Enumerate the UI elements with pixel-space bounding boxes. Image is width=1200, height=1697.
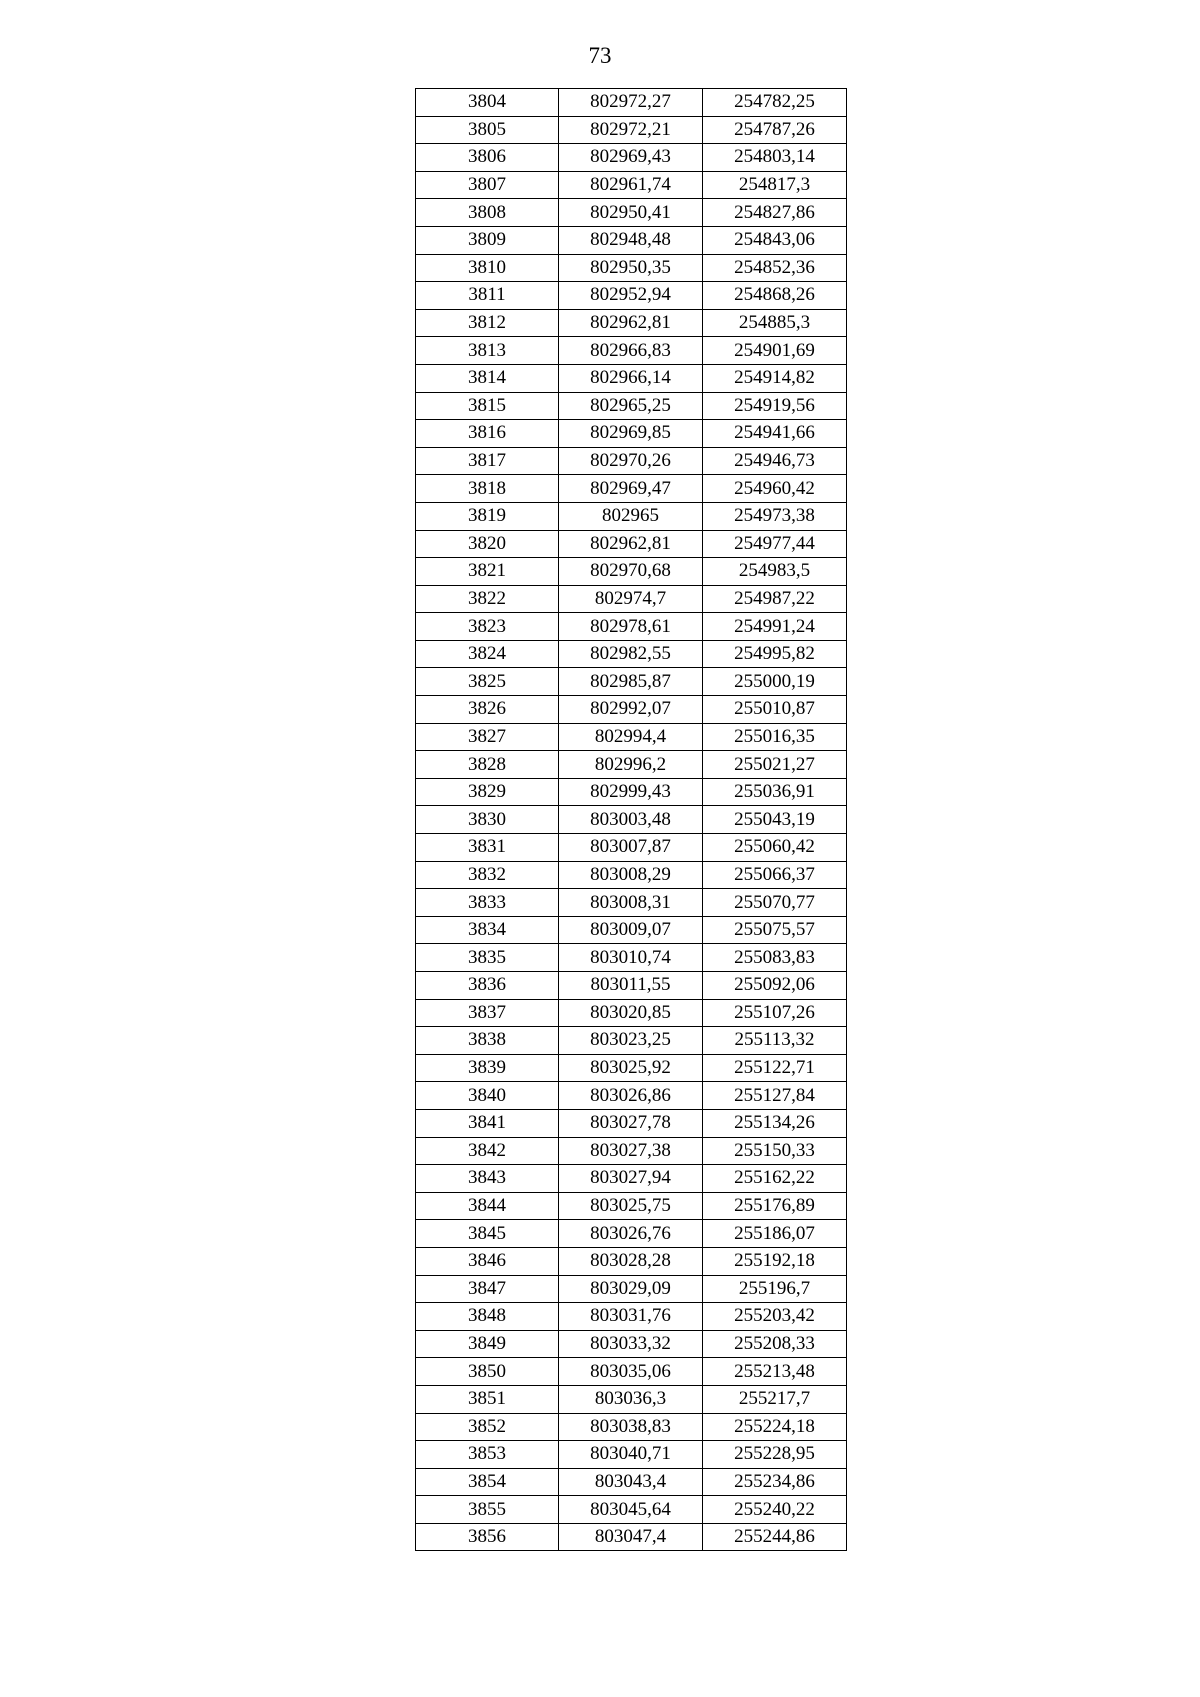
- table-row: [416, 364, 847, 392]
- table-row: [416, 309, 847, 337]
- table-row: [416, 447, 847, 475]
- table-row: [416, 558, 847, 586]
- x-coordinate-cell: 802969,47: [559, 475, 703, 503]
- x-coordinate-cell: 802994,4: [559, 723, 703, 751]
- x-coordinate-cell: 803003,48: [559, 806, 703, 834]
- y-coordinate-cell: 254782,25: [703, 89, 847, 117]
- table-row: [416, 1496, 847, 1524]
- y-coordinate-cell: 254973,38: [703, 502, 847, 530]
- y-coordinate-cell: 254901,69: [703, 337, 847, 365]
- point-number-cell: 3847: [416, 1275, 559, 1303]
- x-coordinate-cell: 802952,94: [559, 282, 703, 310]
- table-row: [416, 1413, 847, 1441]
- point-number-cell: 3850: [416, 1358, 559, 1386]
- table-row: [416, 199, 847, 227]
- coordinates-table: [415, 88, 847, 1551]
- x-coordinate-cell: 803027,94: [559, 1165, 703, 1193]
- y-coordinate-cell: 255127,84: [703, 1082, 847, 1110]
- x-coordinate-cell: 802999,43: [559, 778, 703, 806]
- y-coordinate-cell: 254827,86: [703, 199, 847, 227]
- point-number-cell: 3809: [416, 226, 559, 254]
- x-coordinate-cell: 803026,86: [559, 1082, 703, 1110]
- page-number: 73: [588, 43, 612, 68]
- x-coordinate-cell: 802966,83: [559, 337, 703, 365]
- point-number-cell: 3840: [416, 1082, 559, 1110]
- table-row: [416, 1358, 847, 1386]
- table-row: [416, 1220, 847, 1248]
- point-number-cell: 3839: [416, 1054, 559, 1082]
- table-row: [416, 972, 847, 1000]
- table-row: [416, 889, 847, 917]
- x-coordinate-cell: 802972,27: [559, 89, 703, 117]
- table-row: [416, 1247, 847, 1275]
- x-coordinate-cell: 803026,76: [559, 1220, 703, 1248]
- x-coordinate-cell: 802974,7: [559, 585, 703, 613]
- y-coordinate-cell: 255036,91: [703, 778, 847, 806]
- y-coordinate-cell: 254803,14: [703, 144, 847, 172]
- table-row: [416, 171, 847, 199]
- point-number-cell: 3846: [416, 1247, 559, 1275]
- point-number-cell: 3844: [416, 1192, 559, 1220]
- table-row: [416, 116, 847, 144]
- x-coordinate-cell: 802961,74: [559, 171, 703, 199]
- table-row: [416, 1165, 847, 1193]
- y-coordinate-cell: 254946,73: [703, 447, 847, 475]
- point-number-cell: 3834: [416, 916, 559, 944]
- point-number-cell: 3812: [416, 309, 559, 337]
- point-number-cell: 3854: [416, 1468, 559, 1496]
- table-row: [416, 834, 847, 862]
- x-coordinate-cell: 803009,07: [559, 916, 703, 944]
- table-row: [416, 1192, 847, 1220]
- y-coordinate-cell: 255122,71: [703, 1054, 847, 1082]
- table-row: [416, 475, 847, 503]
- table-row: [416, 144, 847, 172]
- x-coordinate-cell: 803040,71: [559, 1441, 703, 1469]
- table-row: [416, 530, 847, 558]
- y-coordinate-cell: 254960,42: [703, 475, 847, 503]
- y-coordinate-cell: 255107,26: [703, 999, 847, 1027]
- point-number-cell: 3815: [416, 392, 559, 420]
- y-coordinate-cell: 254787,26: [703, 116, 847, 144]
- y-coordinate-cell: 255043,19: [703, 806, 847, 834]
- table-row: [416, 916, 847, 944]
- table-row: [416, 1330, 847, 1358]
- point-number-cell: 3855: [416, 1496, 559, 1524]
- x-coordinate-cell: 803025,92: [559, 1054, 703, 1082]
- y-coordinate-cell: 255070,77: [703, 889, 847, 917]
- table-row: [416, 806, 847, 834]
- y-coordinate-cell: 254914,82: [703, 364, 847, 392]
- table-row: [416, 1275, 847, 1303]
- y-coordinate-cell: 254885,3: [703, 309, 847, 337]
- x-coordinate-cell: 803011,55: [559, 972, 703, 1000]
- x-coordinate-cell: 803043,4: [559, 1468, 703, 1496]
- table-row: [416, 585, 847, 613]
- point-number-cell: 3813: [416, 337, 559, 365]
- x-coordinate-cell: 803008,29: [559, 861, 703, 889]
- x-coordinate-cell: 803023,25: [559, 1027, 703, 1055]
- table-row: [416, 254, 847, 282]
- point-number-cell: 3810: [416, 254, 559, 282]
- y-coordinate-cell: 255060,42: [703, 834, 847, 862]
- x-coordinate-cell: 803027,78: [559, 1109, 703, 1137]
- y-coordinate-cell: 254977,44: [703, 530, 847, 558]
- point-number-cell: 3808: [416, 199, 559, 227]
- y-coordinate-cell: 255240,22: [703, 1496, 847, 1524]
- y-coordinate-cell: 254843,06: [703, 226, 847, 254]
- y-coordinate-cell: 255228,95: [703, 1441, 847, 1469]
- x-coordinate-cell: 802969,43: [559, 144, 703, 172]
- table-row: [416, 1441, 847, 1469]
- table-row: [416, 1385, 847, 1413]
- point-number-cell: 3805: [416, 116, 559, 144]
- point-number-cell: 3836: [416, 972, 559, 1000]
- x-coordinate-cell: 803038,83: [559, 1413, 703, 1441]
- table-row: [416, 1054, 847, 1082]
- y-coordinate-cell: 255186,07: [703, 1220, 847, 1248]
- table-row: [416, 696, 847, 724]
- point-number-cell: 3837: [416, 999, 559, 1027]
- point-number-cell: 3807: [416, 171, 559, 199]
- y-coordinate-cell: 254995,82: [703, 640, 847, 668]
- y-coordinate-cell: 254941,66: [703, 420, 847, 448]
- x-coordinate-cell: 803008,31: [559, 889, 703, 917]
- x-coordinate-cell: 803028,28: [559, 1247, 703, 1275]
- x-coordinate-cell: 803020,85: [559, 999, 703, 1027]
- point-number-cell: 3848: [416, 1303, 559, 1331]
- x-coordinate-cell: 803031,76: [559, 1303, 703, 1331]
- y-coordinate-cell: 255021,27: [703, 751, 847, 779]
- point-number-cell: 3818: [416, 475, 559, 503]
- x-coordinate-cell: 802985,87: [559, 668, 703, 696]
- point-number-cell: 3821: [416, 558, 559, 586]
- x-coordinate-cell: 802970,68: [559, 558, 703, 586]
- y-coordinate-cell: 254991,24: [703, 613, 847, 641]
- x-coordinate-cell: 802978,61: [559, 613, 703, 641]
- y-coordinate-cell: 255066,37: [703, 861, 847, 889]
- y-coordinate-cell: 255192,18: [703, 1247, 847, 1275]
- y-coordinate-cell: 255016,35: [703, 723, 847, 751]
- x-coordinate-cell: 803010,74: [559, 944, 703, 972]
- x-coordinate-cell: 802948,48: [559, 226, 703, 254]
- point-number-cell: 3822: [416, 585, 559, 613]
- x-coordinate-cell: 802972,21: [559, 116, 703, 144]
- y-coordinate-cell: 255203,42: [703, 1303, 847, 1331]
- point-number-cell: 3804: [416, 89, 559, 117]
- x-coordinate-cell: 802966,14: [559, 364, 703, 392]
- point-number-cell: 3826: [416, 696, 559, 724]
- point-number-cell: 3806: [416, 144, 559, 172]
- x-coordinate-cell: 803035,06: [559, 1358, 703, 1386]
- table-row: [416, 861, 847, 889]
- x-coordinate-cell: 803045,64: [559, 1496, 703, 1524]
- table-row: [416, 751, 847, 779]
- point-number-cell: 3820: [416, 530, 559, 558]
- point-number-cell: 3817: [416, 447, 559, 475]
- table-row: [416, 668, 847, 696]
- table-row: [416, 502, 847, 530]
- point-number-cell: 3831: [416, 834, 559, 862]
- x-coordinate-cell: 802965: [559, 502, 703, 530]
- x-coordinate-cell: 802962,81: [559, 530, 703, 558]
- x-coordinate-cell: 802969,85: [559, 420, 703, 448]
- point-number-cell: 3838: [416, 1027, 559, 1055]
- table-row: [416, 337, 847, 365]
- y-coordinate-cell: 255217,7: [703, 1385, 847, 1413]
- y-coordinate-cell: 254852,36: [703, 254, 847, 282]
- table-row: [416, 392, 847, 420]
- y-coordinate-cell: 255162,22: [703, 1165, 847, 1193]
- table-row: [416, 1109, 847, 1137]
- table-row: [416, 778, 847, 806]
- point-number-cell: 3856: [416, 1523, 559, 1551]
- point-number-cell: 3825: [416, 668, 559, 696]
- point-number-cell: 3832: [416, 861, 559, 889]
- x-coordinate-cell: 803036,3: [559, 1385, 703, 1413]
- y-coordinate-cell: 255000,19: [703, 668, 847, 696]
- table-row: [416, 1027, 847, 1055]
- table-row: [416, 944, 847, 972]
- y-coordinate-cell: 255208,33: [703, 1330, 847, 1358]
- x-coordinate-cell: 802996,2: [559, 751, 703, 779]
- y-coordinate-cell: 255010,87: [703, 696, 847, 724]
- table-row: [416, 1523, 847, 1551]
- table-row: [416, 89, 847, 117]
- x-coordinate-cell: 803027,38: [559, 1137, 703, 1165]
- x-coordinate-cell: 802950,35: [559, 254, 703, 282]
- y-coordinate-cell: 255244,86: [703, 1523, 847, 1551]
- point-number-cell: 3828: [416, 751, 559, 779]
- x-coordinate-cell: 803007,87: [559, 834, 703, 862]
- point-number-cell: 3853: [416, 1441, 559, 1469]
- x-coordinate-cell: 802965,25: [559, 392, 703, 420]
- point-number-cell: 3816: [416, 420, 559, 448]
- point-number-cell: 3843: [416, 1165, 559, 1193]
- y-coordinate-cell: 255150,33: [703, 1137, 847, 1165]
- point-number-cell: 3849: [416, 1330, 559, 1358]
- y-coordinate-cell: 254919,56: [703, 392, 847, 420]
- point-number-cell: 3823: [416, 613, 559, 641]
- point-number-cell: 3824: [416, 640, 559, 668]
- point-number-cell: 3851: [416, 1385, 559, 1413]
- point-number-cell: 3835: [416, 944, 559, 972]
- table-row: [416, 1303, 847, 1331]
- table-row: [416, 1082, 847, 1110]
- x-coordinate-cell: 802992,07: [559, 696, 703, 724]
- y-coordinate-cell: 255196,7: [703, 1275, 847, 1303]
- y-coordinate-cell: 255134,26: [703, 1109, 847, 1137]
- x-coordinate-cell: 803025,75: [559, 1192, 703, 1220]
- point-number-cell: 3829: [416, 778, 559, 806]
- y-coordinate-cell: 255075,57: [703, 916, 847, 944]
- table-row: [416, 999, 847, 1027]
- y-coordinate-cell: 255113,32: [703, 1027, 847, 1055]
- table-row: [416, 420, 847, 448]
- x-coordinate-cell: 802970,26: [559, 447, 703, 475]
- y-coordinate-cell: 255213,48: [703, 1358, 847, 1386]
- y-coordinate-cell: 255092,06: [703, 972, 847, 1000]
- x-coordinate-cell: 802962,81: [559, 309, 703, 337]
- table-row: [416, 226, 847, 254]
- table-row: [416, 1468, 847, 1496]
- point-number-cell: 3833: [416, 889, 559, 917]
- x-coordinate-cell: 802950,41: [559, 199, 703, 227]
- y-coordinate-cell: 254868,26: [703, 282, 847, 310]
- table-row: [416, 640, 847, 668]
- point-number-cell: 3811: [416, 282, 559, 310]
- point-number-cell: 3827: [416, 723, 559, 751]
- y-coordinate-cell: 255224,18: [703, 1413, 847, 1441]
- point-number-cell: 3852: [416, 1413, 559, 1441]
- y-coordinate-cell: 254987,22: [703, 585, 847, 613]
- x-coordinate-cell: 803047,4: [559, 1523, 703, 1551]
- table-row: [416, 1137, 847, 1165]
- table-row: [416, 613, 847, 641]
- x-coordinate-cell: 803029,09: [559, 1275, 703, 1303]
- point-number-cell: 3845: [416, 1220, 559, 1248]
- x-coordinate-cell: 802982,55: [559, 640, 703, 668]
- table-row: [416, 282, 847, 310]
- table-row: [416, 723, 847, 751]
- y-coordinate-cell: 255083,83: [703, 944, 847, 972]
- point-number-cell: 3830: [416, 806, 559, 834]
- point-number-cell: 3819: [416, 502, 559, 530]
- y-coordinate-cell: 254983,5: [703, 558, 847, 586]
- coordinates-table-body: [416, 89, 847, 1551]
- point-number-cell: 3841: [416, 1109, 559, 1137]
- x-coordinate-cell: 803033,32: [559, 1330, 703, 1358]
- y-coordinate-cell: 254817,3: [703, 171, 847, 199]
- point-number-cell: 3842: [416, 1137, 559, 1165]
- y-coordinate-cell: 255176,89: [703, 1192, 847, 1220]
- point-number-cell: 3814: [416, 364, 559, 392]
- y-coordinate-cell: 255234,86: [703, 1468, 847, 1496]
